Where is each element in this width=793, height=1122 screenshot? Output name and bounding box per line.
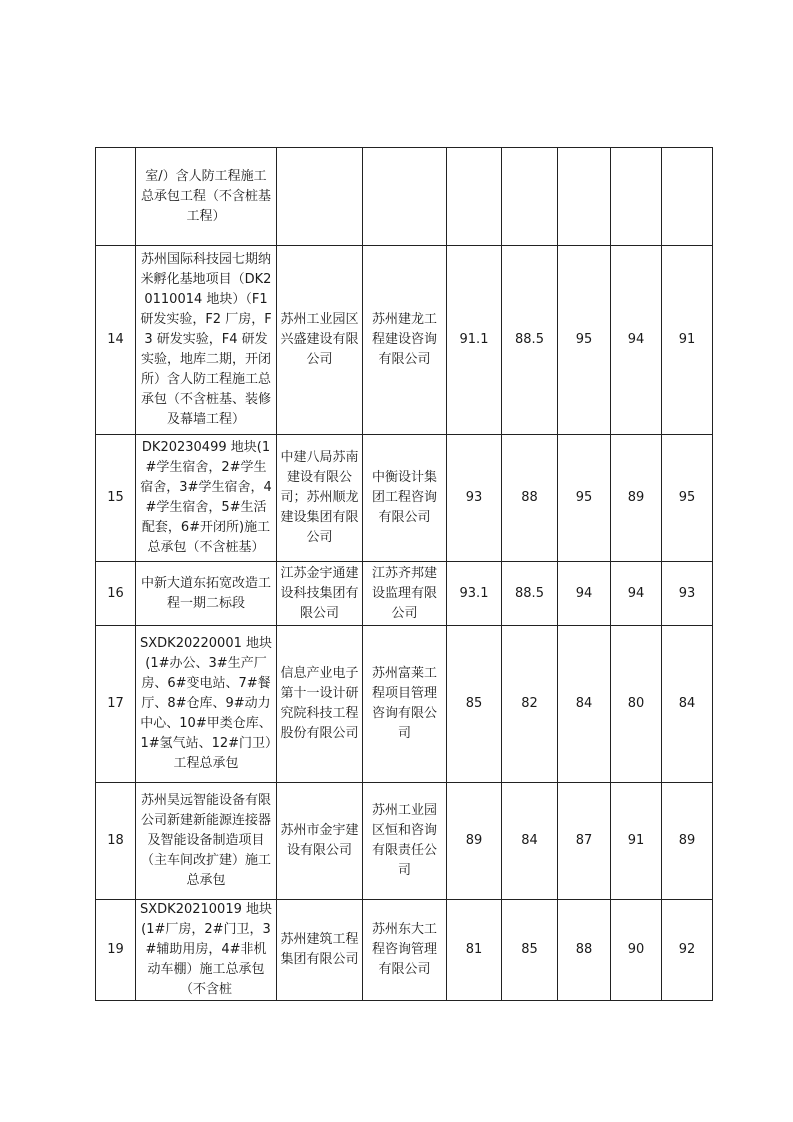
score-cell xyxy=(558,148,611,246)
score-cell: 95 xyxy=(558,246,611,435)
score-cell: 89 xyxy=(662,783,713,900)
score-cell: 84 xyxy=(558,626,611,783)
score-cell: 84 xyxy=(662,626,713,783)
score-cell: 94 xyxy=(558,562,611,626)
row-number: 19 xyxy=(96,900,136,1001)
score-cell: 88 xyxy=(502,435,558,562)
score-cell: 95 xyxy=(558,435,611,562)
score-cell xyxy=(447,148,502,246)
project-name: 中新大道东拓宽改造工程一期二标段 xyxy=(136,562,277,626)
row-number: 15 xyxy=(96,435,136,562)
table-row xyxy=(96,562,713,626)
score-cell: 92 xyxy=(662,900,713,1001)
score-cell: 93 xyxy=(447,435,502,562)
construction-company xyxy=(277,148,363,246)
supervision-company: 江苏齐邦建设监理有限公司 xyxy=(363,562,447,626)
score-cell: 91 xyxy=(662,246,713,435)
supervision-company: 苏州富莱工程项目管理咨询有限公司 xyxy=(363,626,447,783)
construction-company: 中建八局苏南建设有限公司；苏州顺龙建设集团有限公司 xyxy=(277,435,363,562)
construction-company: 苏州市金宇建设有限公司 xyxy=(277,783,363,900)
score-cell: 88.5 xyxy=(502,246,558,435)
score-cell: 91.1 xyxy=(447,246,502,435)
score-cell: 89 xyxy=(611,435,662,562)
project-name: DK20230499 地块(1#学生宿舍，2#学生宿舍，3#学生宿舍，4#学生宿舍，5#生活配套，6#开闭所)施工总承包（不含桩基） xyxy=(136,435,277,562)
score-cell: 88.5 xyxy=(502,562,558,626)
project-name: 苏州国际科技园七期纳米孵化基地项目（DK20110014 地块）（F1 研发实验，F2 厂房，F3 研发实验，F4 研发实验，地库二期，开闭所）含人防工程施工总承包（不含桩基、装修及幕墙工程） xyxy=(136,246,277,435)
score-cell: 90 xyxy=(611,900,662,1001)
supervision-company: 苏州东大工程咨询管理有限公司 xyxy=(363,900,447,1001)
table-row xyxy=(96,435,713,562)
score-cell: 95 xyxy=(662,435,713,562)
table-row xyxy=(96,626,713,783)
table-row xyxy=(96,783,713,900)
supervision-company xyxy=(363,148,447,246)
score-cell: 88 xyxy=(558,900,611,1001)
score-cell xyxy=(502,148,558,246)
row-number: 17 xyxy=(96,626,136,783)
score-cell: 82 xyxy=(502,626,558,783)
project-name: SXDK20220001 地块(1#办公、3#生产厂房、6#变电站、7#餐厅、8#仓库、9#动力中心、10#甲类仓库、1#氢气站、12#门卫）工程总承包 xyxy=(136,626,277,783)
project-name: SXDK20210019 地块(1#厂房，2#门卫，3#辅助用房，4#非机动车棚）施工总承包（不含桩 xyxy=(136,900,277,1001)
supervision-company: 中衡设计集团工程咨询有限公司 xyxy=(363,435,447,562)
score-cell xyxy=(611,148,662,246)
row-number xyxy=(96,148,136,246)
construction-company: 苏州建筑工程集团有限公司 xyxy=(277,900,363,1001)
construction-company: 江苏金宇通建设科技集团有限公司 xyxy=(277,562,363,626)
table-row xyxy=(96,246,713,435)
row-number: 16 xyxy=(96,562,136,626)
score-cell: 85 xyxy=(502,900,558,1001)
score-cell: 93.1 xyxy=(447,562,502,626)
score-cell: 94 xyxy=(611,562,662,626)
supervision-company: 苏州建龙工程建设咨询有限公司 xyxy=(363,246,447,435)
score-cell: 93 xyxy=(662,562,713,626)
row-number: 18 xyxy=(96,783,136,900)
construction-company: 信息产业电子第十一设计研究院科技工程股份有限公司 xyxy=(277,626,363,783)
score-cell: 91 xyxy=(611,783,662,900)
score-cell: 85 xyxy=(447,626,502,783)
supervision-company: 苏州工业园区恒和咨询有限责任公司 xyxy=(363,783,447,900)
project-name: 室/）含人防工程施工总承包工程（不含桩基工程） xyxy=(136,148,277,246)
score-cell: 81 xyxy=(447,900,502,1001)
table-row xyxy=(96,148,713,246)
score-table xyxy=(95,147,713,1001)
score-cell: 89 xyxy=(447,783,502,900)
score-cell: 80 xyxy=(611,626,662,783)
table-row xyxy=(96,900,713,1001)
row-number: 14 xyxy=(96,246,136,435)
score-cell: 94 xyxy=(611,246,662,435)
score-cell: 84 xyxy=(502,783,558,900)
construction-company: 苏州工业园区兴盛建设有限公司 xyxy=(277,246,363,435)
project-name: 苏州昊远智能设备有限公司新建新能源连接器及智能设备制造项目（主车间改扩建）施工总承包 xyxy=(136,783,277,900)
score-cell: 87 xyxy=(558,783,611,900)
score-cell xyxy=(662,148,713,246)
